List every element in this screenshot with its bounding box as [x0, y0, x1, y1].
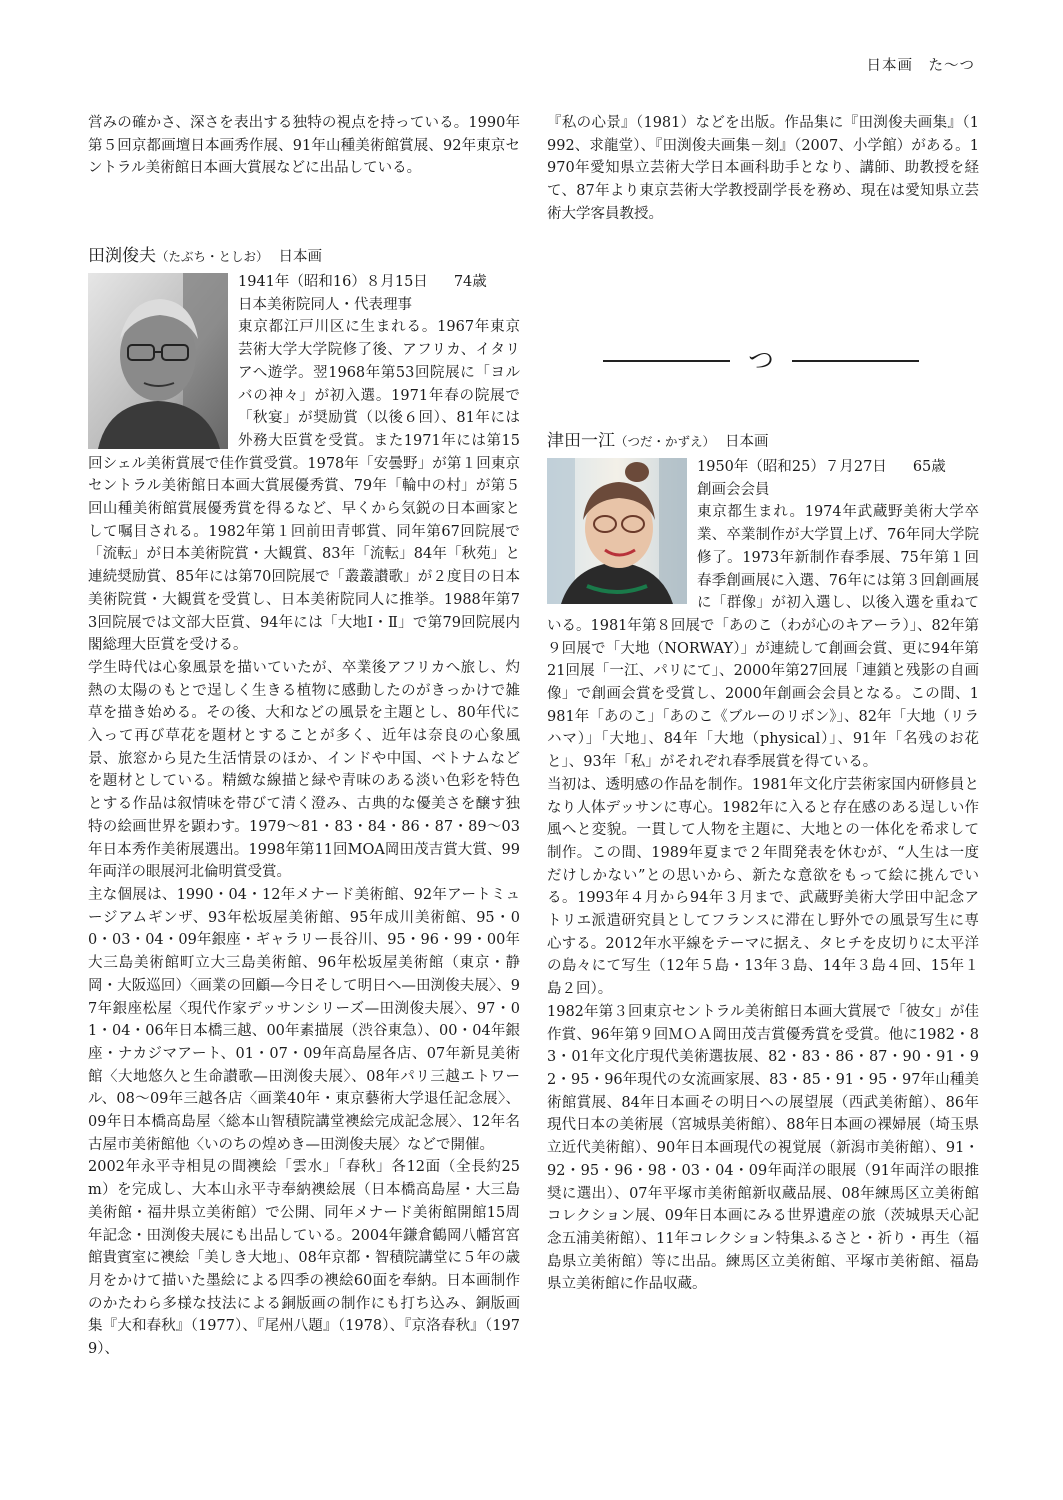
artist-genre: 日本画 [725, 434, 769, 450]
portrait-photo-icon [547, 458, 687, 604]
artist-bio-4: 2002年永平寺相見の間襖絵「雲水」「春秋」各12面（全長約25m）を完成し、大本山永平寺奉納襖絵展（日本橋高島屋・大三島美術館・福井県立美術館）で公開、同年メナード美術館開館15周年記念・田渕俊夫展にも出品している。2004年鎌倉鶴岡八幡宮宮館貴賓室に襖絵「美しき大地」、08年京都・智積院講堂に５年の歳月をかけて描いた墨絵による四季の襖絵60面を奉納。日本画制作のかたわら多様な技法による銅版画の制作にも打ち込み、銅版画集『大和春秋』（1977）、『尾州八題』（1978）、『京洛春秋』（1979）、 [88, 1159, 520, 1358]
artist-heading [88, 244, 520, 269]
artist-bio-2: 当初は、透明感の作品を制作。1981年文化庁芸術家国内研修員となり人体デッサンに専心。1982年に入ると存在感のある逞しい作風へと変貌。一貫して人物を主題に、大地との一体化を希求して制作。この間、1989年夏まで２年間発表を休むが、“人生は一度だけしかない”との思いから、新たな意欲をもって絵に挑んでいる。1993年４月から94年３月まで、武蔵野美術大学田中記念アトリエ派遣研究員としてフランスに滞在し野外での風景写生に専心する。2012年水平線をテーマに据え、タヒチを皮切りに太平洋の島々にて写生（12年５島・13年３島、14年３島４回、15年１島２回）。 [547, 776, 979, 998]
artist-age: 65歳 [912, 459, 946, 475]
artist-portrait [547, 458, 687, 604]
divider-rule-right [792, 360, 919, 362]
section-divider [603, 346, 919, 376]
artist-entry-tsuda [547, 429, 979, 1296]
artist-heading [547, 429, 979, 454]
section-kana: つ [748, 346, 775, 376]
left-column [88, 112, 520, 180]
artist-name: 津田一江 [547, 431, 615, 451]
artist-bio-1: 東京都江戸川区に生まれる。1967年東京芸術大学大学院修了後、アフリカ、イタリアへ遊学。翌1968年第53回院展に「ヨルバの神々」が初入選。1971年春の院展で「秋宴」が奨励賞（以後６回）、81年には外務大臣賞を受賞。また1971年には第15回シェル美術賞展で佳作賞受賞。1978年「安曇野」が第１回東京セントラル美術館日本画大賞展優秀賞、79年「輪中の村」が第５回山種美術館賞展優秀賞を得るなど、早くから気鋭の日本画家として嘱目される。1982年第１回前田青邨賞、同年第67回院展で「流転」が日本美術院賞・大観賞、83年「流転」84年「秋苑」と連続奨励賞、85年には第70回院展で「叢叢讃歌」が２度目の日本美術院賞・大観賞を受賞し、日本美術院同人に推挙。1988年第73回院展では文部大臣賞、94年には「大地Ⅰ・Ⅱ」で第79回院展内閣総理大臣賞を受ける。 [88, 319, 520, 654]
intro-paragraph: 営みの確かさ、深さを表出する独特の視点を持っている。1990年第５回京都画壇日本画秀作展、91年山種美術館賞展、92年東京セントラル美術館日本画大賞展などに出品している。 [88, 115, 520, 177]
artist-affiliation: 創画会会員 [697, 481, 770, 498]
artist-entry-tabuchi [88, 244, 520, 1361]
artist-birth: 1950年（昭和25）７月27日 [697, 459, 887, 475]
portrait-photo-icon [88, 273, 228, 449]
artist-reading: （つだ・かずえ） [615, 434, 716, 449]
running-head: 日本画 た〜つ [866, 58, 975, 74]
artist-genre: 日本画 [278, 249, 323, 265]
artist-bio-1: 東京都生まれ。1974年武蔵野美術大学卒業、卒業制作が大学買上げ、76年同大学院修了。1973年新制作春季展、75年第１回春季創画展に入選、76年には第３回創画展に「群像」が初入選し、以後入選を重ねている。1981年第８回展で「あのこ（わが心のキアーラ）」、82年第９回展で「大地（NORWAY）」が連続して創画会賞、更に94年第21回展「一江、パリにて」、2000年第27回展「連鎖と残影の自画像」で創画会賞を受賞し、2000年創画会会員となる。この間、1981年「あのこ」「あのこ《ブルーのリボン》」、82年「大地（リラハマ）」「大地」、84年「大地（physical）」、91年「名残のお花と」、93年「私」がそれぞれ春季展賞を得ている。 [547, 504, 979, 771]
artist-reading: （たぶち・としお） [156, 249, 269, 264]
artist-age: 74歳 [453, 274, 487, 290]
artist-body [88, 271, 520, 1361]
artist-portrait [88, 273, 228, 449]
continuation-paragraph: 『私の心景』（1981）などを出版。作品集に『田渕俊夫画集』（1992、求龍堂）、『田渕俊夫画集－刻』（2007、小学館）がある。1970年愛知県立芸術大学日本画科助手となり、講師、助教授を経て、87年より東京芸術大学教授副学長を務め、現在は愛知県立芸術大学客員教授。 [547, 115, 979, 222]
artist-affiliation: 日本美術院同人・代表理事 [238, 296, 412, 313]
artist-bio-3: 1982年第３回東京セントラル美術館日本画大賞展で「彼女」が佳作賞、96年第９回ＭＯＡ岡田茂吉賞優秀賞を受賞。他に1982・83・01年文化庁現代美術選抜展、82・83・86・87・90・91・92・95・96年現代の女流画家展、83・85・91・95・97年山種美術館賞展、84年日本画その明日への展望展（西武美術館）、86年現代日本の美術展（宮城県美術館）、88年日本画の裸婦展（埼玉県立近代美術館）、90年日本画現代の視覚展（新潟市美術館）、91・92・95・96・98・03・04・09年両洋の眼展（91年両洋の眼推奨に選出）、07年平塚市美術館新収蔵品展、08年練馬区立美術館コレクション展、09年日本画にみる世界遺産の旅（茨城県天心記念五浦美術館）、11年コレクション特集ふるさと・祈り・再生（福島県立美術館）等に出品。練馬区立美術館、平塚市美術館、福島県立美術館に作品収蔵。 [547, 1003, 979, 1293]
artist-birth: 1941年（昭和16）８月15日 [238, 274, 428, 290]
artist-bio-2: 学生時代は心象風景を描いていたが、卒業後アフリカへ旅し、灼熱の太陽のもとで逞しく生きる植物に感動したのがきっかけで雑草を描き始める。その後、大和などの風景を主題とし、80年代に入って再び草花を題材とすることが多く、近年は奈良の心象風景、旅窓から見た生活情景のほか、インドや中国、ベトナムなどを題材としている。精緻な線描と緑や青味のある淡い色彩を特色とする作品は叙情味を帯びて清く澄み、古典的な優美さを醸す独特の絵画世界を顕わす。1979〜81・83・84・86・87・89〜03年日本秀作美術展選出。1998年第11回MOA岡田茂吉賞大賞、99年両洋の眼展河北倫明賞受賞。 [88, 659, 520, 881]
artist-bio-3: 主な個展は、1990・04・12年メナード美術館、92年アートミュージアムギンザ、93年松坂屋美術館、95年成川美術館、95・00・03・04・09年銀座・ギャラリー長谷川、95・96・99・00年大三島美術館町立大三島美術館、96年松坂屋美術館（東京・静岡・大阪巡回）〈画業の回顧—今日そして明日へ—田渕俊夫展〉、97年銀座松屋〈現代作家デッサンシリーズ—田渕俊夫展〉、97・01・04・06年日本橋三越、00年素描展（渋谷東急）、00・04年銀座・ナカジマアート、01・07・09年高島屋各店、07年新見美術館〈大地悠久と生命讃歌—田渕俊夫展〉、08年パリ三越エトワール、08〜09年三越各店〈画業40年・東京藝術大学退任記念展〉、09年日本橋高島屋〈総本山智積院講堂襖絵完成記念展〉、12年名古屋市美術館他〈いのちの煌めき—田渕俊夫展〉などで開催。 [88, 886, 520, 1153]
right-column [547, 112, 979, 226]
divider-rule-left [603, 360, 730, 362]
artist-body [547, 456, 979, 1296]
artist-name: 田渕俊夫 [88, 246, 156, 266]
